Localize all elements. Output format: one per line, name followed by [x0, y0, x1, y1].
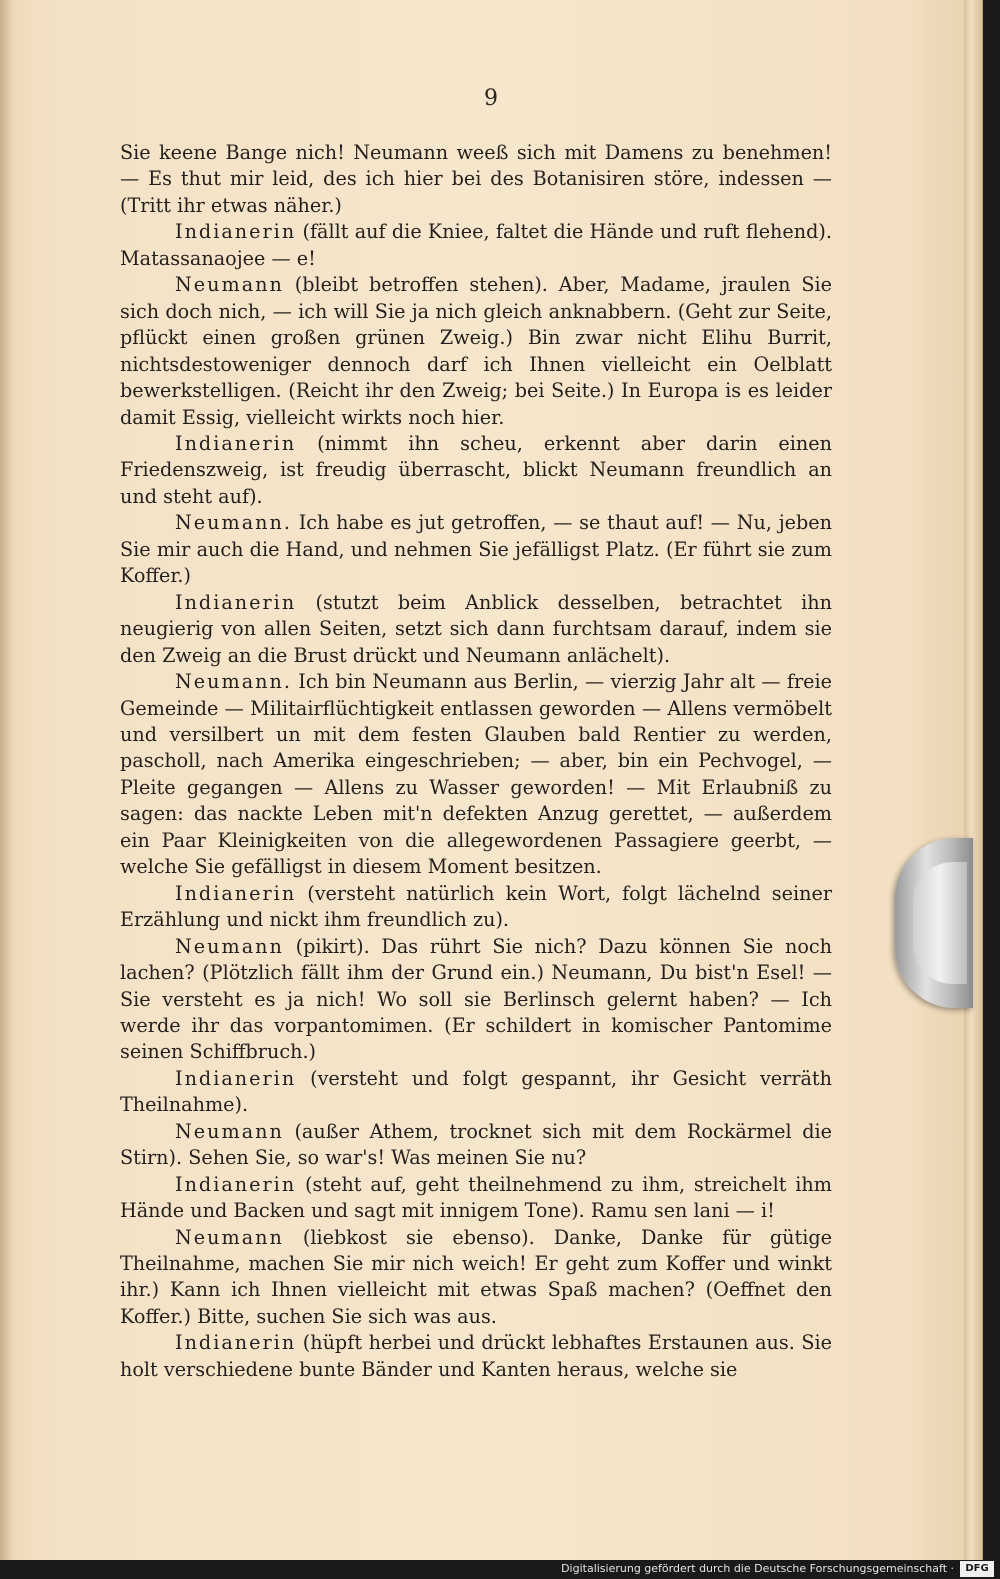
paragraph	[120, 1066, 832, 1119]
paragraph-text: (versteht und folgt gespannt, ihr Gesicht verräth Theilnahme).	[120, 1066, 832, 1117]
speaker-name: Indianerin	[175, 590, 297, 614]
paragraph	[120, 881, 832, 934]
speaker-name: Indianerin	[175, 431, 297, 455]
footer-bar	[0, 1560, 1000, 1579]
paragraph	[120, 1225, 832, 1331]
speaker-name: Neumann.	[175, 670, 292, 694]
speaker-name: Neumann	[175, 273, 284, 297]
speaker-name: Neumann	[175, 1225, 284, 1249]
paragraph-text: (stutzt beim Anblick desselben, betrachtet ihn neugierig von allen Seiten, setzt sich dann furchtsam darauf, indem sie den Zweig an die Brust drückt und Neumann anlächelt).	[120, 590, 832, 667]
paragraph-text: (versteht natürlich kein Wort, folgt lächelnd seiner Erzählung und nickt ihm freundlich zu).	[120, 881, 832, 932]
page-text	[120, 140, 832, 1383]
paragraph	[120, 1119, 832, 1172]
page-number: 9	[484, 86, 498, 111]
paragraph	[120, 219, 832, 272]
paragraph	[120, 431, 832, 510]
paragraph-text: (nimmt ihn scheu, erkennt aber darin einen Friedenszweig, ist freudig überrascht, blickt Neumann freundlich an und steht auf).	[120, 431, 832, 508]
paragraph-text: Ich bin Neumann aus Berlin, — vierzig Jahr alt — freie Gemeinde — Militairflüchtigkeit entlassen geworden — Allens vermöbelt und versilbert un mit dem festen Glauben bald Rentier zu werden, pascholl, nach Amerika eingeschrieben; — aber, bin ein Pechvogel, — Pleite gegangen — Allens zu Wasser geworden! — Mit Erlaubniß zu sagen: das nackte Leben mit'n defekten Anzug gerettet, — außerdem ein Paar Kleinigkeiten von die allegewordenen Passagiere geerbt, — welche Sie gefälligst in diesem Moment besitzen.	[120, 670, 832, 879]
speaker-name: Neumann	[175, 934, 284, 958]
paragraph-text: Ich habe es jut getroffen, — se thaut auf! — Nu, jeben Sie mir auch die Hand, und nehmen Sie jefälligst Platz. (Er führt sie zum Koffer.)	[120, 511, 832, 588]
paragraph	[120, 510, 832, 589]
paragraph	[120, 590, 832, 669]
funding-credit: Digitalisierung gefördert durch die Deutsche Forschungsgemeinschaft ·	[561, 1562, 954, 1575]
paragraph-text: (pikirt). Das rührt Sie nich? Dazu können Sie noch lachen? (Plötzlich fällt ihm der Grund ein.) Neumann, Du bist'n Esel! — Sie versteht es ja nich! Wo soll sie Berlinsch gelernt haben? — Ich werde ihr das vorpantomimen. (Er schildert in komischer Pantomime seinen Schiffbruch.)	[120, 934, 832, 1064]
paragraph-text: (liebkost sie ebenso). Danke, Danke für gütige Theilnahme, machen Sie mir nich weich! Er geht zum Koffer und winkt ihr.) Kann ich Ihnen vielleicht mit etwas Spaß machen? (Oeffnet den Koffer.) Bitte, suchen Sie sich was aus.	[120, 1225, 832, 1328]
paragraph	[120, 669, 832, 881]
speaker-name: Indianerin	[175, 220, 297, 244]
paper-clip-inner	[913, 862, 967, 984]
paragraph	[120, 934, 832, 1066]
paragraph-text: Sie keene Bange nich! Neumann weeß sich mit Damens zu benehmen! — Es thut mir leid, des ich hier bei des Botanisiren störe, indessen — (Tritt ihr etwas näher.)	[120, 141, 832, 217]
paragraph	[120, 1330, 832, 1383]
page-edge	[964, 0, 982, 1560]
speaker-name: Indianerin	[175, 1172, 297, 1196]
paragraph	[120, 140, 832, 219]
paragraph-text: (steht auf, geht theilnehmend zu ihm, streichelt ihm Hände und Backen und sagt mit innigem Tone). Ramu sen lani — i!	[120, 1172, 832, 1223]
paragraph	[120, 272, 832, 431]
paper-clip	[895, 838, 973, 1008]
paragraph-text: (hüpft herbei und drückt lebhaftes Erstaunen aus. Sie holt verschiedene bunte Bänder und Kanten heraus, welche sie	[120, 1331, 832, 1381]
speaker-name: Indianerin	[175, 1066, 297, 1090]
paragraph-text: (bleibt betroffen stehen). Aber, Madame, jraulen Sie sich doch nich, — ich will Sie ja nich gleich anknabbern. (Geht zur Seite, pflückt einen großen grünen Zweig.) Bin zwar nicht Elihu Burrit, nichtsdestoweniger dennoch darf ich Ihnen vielleicht ein Oelblatt bewerkstelligen. (Reicht ihr den Zweig; bei Seite.) In Europa is es leider damit Essig, vielleicht wirkts noch hier.	[120, 273, 832, 429]
dfg-logo: DFG	[960, 1561, 994, 1577]
paragraph	[120, 1172, 832, 1225]
paragraph-text: (außer Athem, trocknet sich mit dem Rockärmel die Stirn). Sehen Sie, so war's! Was meinen Sie nu?	[120, 1119, 832, 1170]
page-gutter-shadow	[0, 0, 14, 1560]
speaker-name: Neumann.	[175, 511, 292, 535]
speaker-name: Neumann	[175, 1119, 284, 1143]
paragraph-text: (fällt auf die Kniee, faltet die Hände und ruft flehend). Matassanaojee — e!	[120, 220, 832, 270]
speaker-name: Indianerin	[175, 881, 297, 905]
speaker-name: Indianerin	[175, 1331, 297, 1355]
